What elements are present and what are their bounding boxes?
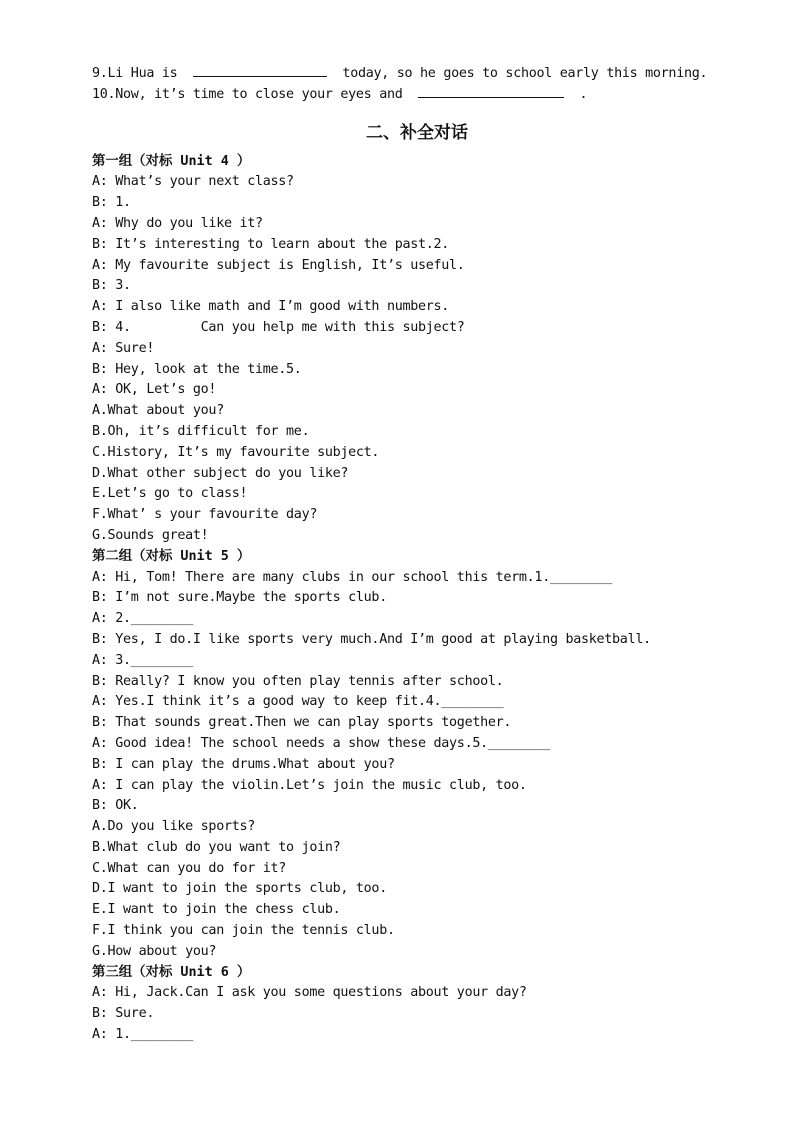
dialogue-line: A: Sure! [92, 340, 155, 356]
dialogue-line: B: Hey, look at the time.5. [92, 361, 302, 377]
answer-option: G.How about you? [92, 943, 217, 959]
answer-option: D.What other subject do you like? [92, 465, 349, 481]
dialogue-line: A: I also like math and I’m good with numbers. [92, 299, 450, 315]
answer-blank[interactable] [418, 83, 564, 98]
dialogue-line: B: OK. [92, 798, 139, 814]
answer-option: A.Do you like sports? [92, 819, 255, 835]
dialogue-line: B: Sure. [92, 1006, 155, 1022]
dialogue-line: B: 3. [92, 278, 131, 294]
fill-in-item-10: 10.Now, it’s time to close your eyes and . [92, 83, 752, 104]
worksheet-page [92, 62, 752, 1046]
group-heading: 第二组（对标 Unit 5 ） [92, 548, 251, 564]
dialogue-line: A: Good idea! The school needs a show these days.5.________ [92, 735, 550, 751]
dialogue-line: A: Hi, Jack.Can I ask you some questions about your day? [92, 985, 527, 1001]
answer-option: B.Oh, it’s difficult for me. [92, 423, 310, 439]
dialogue-line: B: 1. [92, 195, 131, 211]
dialogue-line: A: What’s your next class? [92, 174, 294, 190]
dialogue-line: A: Hi, Tom! There are many clubs in our school this term.1.________ [92, 569, 613, 585]
answer-option: G.Sounds great! [92, 527, 209, 543]
dialogue-line: B: 4. Can you help me with this subject? [92, 319, 465, 335]
group-heading: 第三组（对标 Unit 6 ） [92, 964, 251, 980]
answer-option: C.What can you do for it? [92, 860, 287, 876]
answer-option: C.History, It’s my favourite subject. [92, 444, 380, 460]
answer-option: B.What club do you want to join? [92, 839, 341, 855]
dialogue-line: A: 3.________ [92, 652, 193, 668]
answer-blank[interactable] [193, 62, 327, 77]
answer-option: E.I want to join the chess club. [92, 902, 341, 918]
answer-option: F.I think you can join the tennis club. [92, 923, 395, 939]
dialogue-line: B: Really? I know you often play tennis after school. [92, 673, 504, 689]
dialogue-line: A: Yes.I think it’s a good way to keep fit.4.________ [92, 694, 504, 710]
answer-option: F.What’ s your favourite day? [92, 507, 318, 523]
dialogue-line: A: I can play the violin.Let’s join the music club, too. [92, 777, 527, 793]
section-title: 二、补全对话 [366, 122, 468, 143]
dialogue-groups [92, 152, 752, 1046]
fill-in-item-9: 9.Li Hua is today, so he goes to school early this morning. [92, 62, 752, 83]
dialogue-line: A: 2.________ [92, 611, 193, 627]
dialogue-line: A: 1.________ [92, 1027, 193, 1043]
dialogue-line: B: I’m not sure.Maybe the sports club. [92, 590, 387, 606]
dialogue-line: B: That sounds great.Then we can play sports together. [92, 715, 512, 731]
answer-option: E.Let’s go to class! [92, 486, 248, 502]
dialogue-line: B: Yes, I do.I like sports very much.And I’m good at playing basketball. [92, 631, 651, 647]
dialogue-line: B: It’s interesting to learn about the past.2. [92, 236, 450, 252]
dialogue-line: A: My favourite subject is English, It’s useful. [92, 257, 465, 273]
dialogue-line: A: Why do you like it? [92, 215, 263, 231]
group-heading: 第一组（对标 Unit 4 ） [92, 153, 251, 169]
answer-option: D.I want to join the sports club, too. [92, 881, 387, 897]
answer-option: A.What about you? [92, 403, 224, 419]
dialogue-line: B: I can play the drums.What about you? [92, 756, 395, 772]
dialogue-line: A: OK, Let’s go! [92, 382, 217, 398]
